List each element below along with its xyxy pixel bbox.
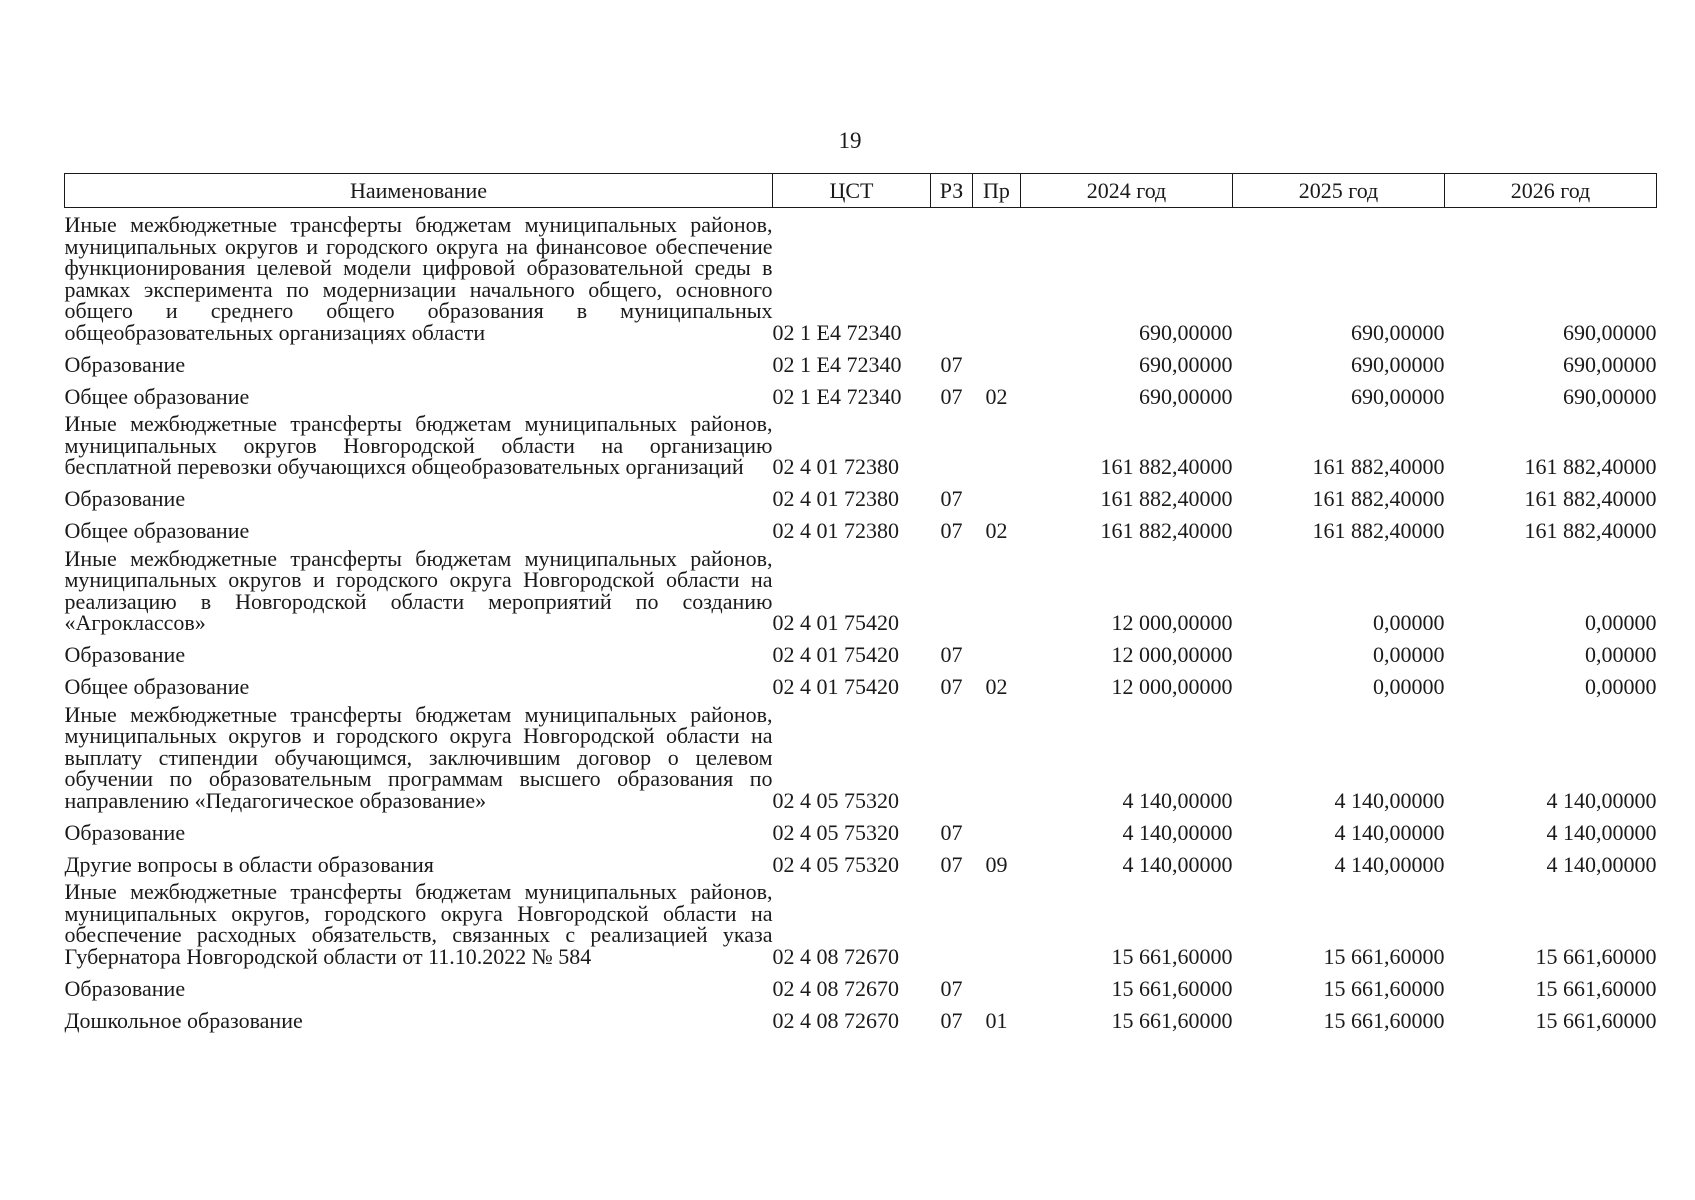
row-rz: 07	[940, 642, 963, 667]
header-name: Наименование	[65, 174, 773, 208]
row-name: Образование	[64, 819, 186, 845]
row-name: Общее образование	[64, 383, 250, 409]
row-2024: 4 140,00000	[1122, 787, 1233, 813]
row-2026: 15 661,60000	[1535, 975, 1657, 1001]
row-cst: 02 4 01 72380	[772, 518, 899, 543]
row-cst: 02 4 01 75420	[772, 642, 899, 667]
table-row	[65, 843, 1657, 875]
row-2024: 161 882,40000	[1100, 454, 1233, 479]
table-row	[65, 967, 1657, 999]
row-rz: 07	[940, 351, 963, 377]
row-2026: 4 140,00000	[1546, 787, 1657, 813]
table-body	[65, 208, 1657, 1032]
table-row	[65, 542, 1657, 634]
row-name: Образование	[64, 351, 186, 377]
table-row	[65, 634, 1657, 666]
row-pr	[973, 407, 1021, 478]
header-2025: 2025 год	[1233, 174, 1445, 208]
row-pr	[973, 634, 1021, 666]
row-2026: 4 140,00000	[1546, 851, 1657, 877]
row-2025: 0,00000	[1373, 642, 1445, 667]
row-2024: 15 661,60000	[1111, 1007, 1233, 1033]
row-2026: 161 882,40000	[1524, 486, 1657, 511]
row-2024: 4 140,00000	[1122, 819, 1233, 845]
row-rz: 07	[940, 1007, 963, 1033]
row-name: Иные межбюджетные трансферты бюджетам муниципальных районов, муниципальных округов и городского округа на финансовое обеспечение функционирования целевой модели цифровой образовательной среды в рамках эксперимента по модернизации начального общего, основного общего и среднего общего образования в муниципальных общеобразовательных организациях области	[64, 212, 773, 345]
row-2025: 161 882,40000	[1312, 518, 1445, 543]
row-rz	[931, 208, 973, 344]
row-2026: 15 661,60000	[1535, 1007, 1657, 1033]
row-pr	[973, 811, 1021, 843]
row-2025: 161 882,40000	[1312, 486, 1445, 511]
row-2025: 4 140,00000	[1334, 851, 1445, 877]
table-row	[65, 343, 1657, 375]
row-2025: 690,00000	[1351, 383, 1445, 409]
table-header	[65, 174, 1657, 208]
row-name: Иные межбюджетные трансферты бюджетам муниципальных районов, муниципальных округов и городского округа Новгородской области на выплату стипендии обучающимся, заключившим договор о целевом обучении по образовательным программам высшего образования по направлению «Педагогическое образование»	[64, 701, 773, 813]
row-2026: 161 882,40000	[1524, 454, 1657, 479]
row-2025: 15 661,60000	[1323, 1007, 1445, 1033]
row-2024: 161 882,40000	[1100, 518, 1233, 543]
row-pr	[973, 208, 1021, 344]
table-row	[65, 698, 1657, 812]
row-2026: 690,00000	[1563, 319, 1657, 345]
table-row	[65, 510, 1657, 542]
table-row	[65, 666, 1657, 698]
row-rz	[931, 875, 973, 967]
page-number: 19	[838, 128, 862, 153]
row-2026: 690,00000	[1563, 383, 1657, 409]
table-row	[65, 875, 1657, 967]
row-name: Общее образование	[64, 518, 250, 543]
row-2026: 0,00000	[1585, 610, 1657, 635]
row-pr	[973, 542, 1021, 634]
header-row	[65, 174, 1657, 208]
row-rz: 07	[940, 383, 963, 409]
row-2025: 15 661,60000	[1323, 943, 1445, 969]
row-2024: 15 661,60000	[1111, 975, 1233, 1001]
row-2026: 4 140,00000	[1546, 819, 1657, 845]
row-2026: 690,00000	[1563, 351, 1657, 377]
row-pr: 02	[985, 518, 1008, 543]
row-cst: 02 4 08 72670	[772, 1007, 899, 1033]
header-pr: Пр	[973, 174, 1021, 208]
row-rz: 07	[940, 674, 963, 699]
row-2025: 0,00000	[1373, 674, 1445, 699]
row-cst: 02 4 01 72380	[772, 454, 899, 479]
header-rz: РЗ	[931, 174, 973, 208]
row-2026: 161 882,40000	[1524, 518, 1657, 543]
row-pr	[973, 478, 1021, 510]
table-row	[65, 478, 1657, 510]
row-2024: 161 882,40000	[1100, 486, 1233, 511]
row-pr: 02	[985, 383, 1008, 409]
row-rz: 07	[940, 975, 963, 1001]
table-row	[65, 208, 1657, 344]
row-2025: 15 661,60000	[1323, 975, 1445, 1001]
row-pr	[973, 875, 1021, 967]
row-rz: 07	[940, 819, 963, 845]
row-cst: 02 4 08 72670	[772, 975, 899, 1001]
row-cst: 02 4 05 75320	[772, 787, 899, 813]
row-2024: 690,00000	[1139, 319, 1233, 345]
row-name: Образование	[64, 975, 186, 1001]
row-2025: 690,00000	[1351, 351, 1445, 377]
row-2024: 15 661,60000	[1111, 943, 1233, 969]
row-pr: 02	[985, 674, 1008, 699]
row-pr: 01	[985, 1007, 1008, 1033]
row-2025: 690,00000	[1351, 319, 1445, 345]
row-name: Иные межбюджетные трансферты бюджетам муниципальных районов, муниципальных округов, городского округа Новгородской области на обеспечение расходных обязательств, связанных с реализацией указа Губернатора Новгородской области от 11.10.2022 № 584	[64, 879, 773, 969]
row-cst: 02 4 01 75420	[772, 674, 899, 699]
row-cst: 02 4 05 75320	[772, 819, 899, 845]
row-2026: 15 661,60000	[1535, 943, 1657, 969]
row-name: Другие вопросы в области образования	[64, 851, 434, 877]
table-row	[65, 375, 1657, 407]
row-pr	[973, 967, 1021, 999]
row-rz	[931, 542, 973, 634]
header-2024: 2024 год	[1021, 174, 1233, 208]
row-cst: 02 4 01 72380	[772, 486, 899, 511]
row-cst: 02 4 08 72670	[772, 943, 899, 969]
row-rz: 07	[940, 851, 963, 877]
row-name: Иные межбюджетные трансферты бюджетам муниципальных районов, муниципальных округов и городского округа Новгородской области на реализацию в Новгородской области мероприятий по созданию «Агроклассов»	[64, 545, 773, 635]
header-cst: ЦСТ	[773, 174, 931, 208]
row-cst: 02 1 Е4 72340	[772, 351, 902, 377]
row-rz: 07	[940, 518, 963, 543]
row-2024: 12 000,00000	[1111, 642, 1233, 667]
row-rz: 07	[940, 486, 963, 511]
row-name: Общее образование	[64, 674, 250, 699]
row-2025: 4 140,00000	[1334, 819, 1445, 845]
row-name: Дошкольное образование	[64, 1007, 303, 1033]
row-2026: 0,00000	[1585, 642, 1657, 667]
row-pr	[973, 698, 1021, 812]
row-name: Образование	[64, 486, 186, 511]
row-2024: 12 000,00000	[1111, 674, 1233, 699]
row-name: Иные межбюджетные трансферты бюджетам муниципальных районов, муниципальных округов Новгородской области на организацию бесплатной перевозки обучающихся общеобразовательных организаций	[64, 411, 773, 479]
row-cst: 02 1 Е4 72340	[772, 383, 902, 409]
table-row	[65, 407, 1657, 478]
row-2024: 12 000,00000	[1111, 610, 1233, 635]
row-pr: 09	[985, 851, 1008, 877]
row-name: Образование	[64, 642, 186, 667]
row-cst: 02 4 01 75420	[772, 610, 899, 635]
row-2025: 0,00000	[1373, 610, 1445, 635]
row-2024: 690,00000	[1139, 383, 1233, 409]
table-row	[65, 811, 1657, 843]
row-cst: 02 1 Е4 72340	[772, 319, 902, 345]
row-2024: 690,00000	[1139, 351, 1233, 377]
row-cst: 02 4 05 75320	[772, 851, 899, 877]
table-row	[65, 999, 1657, 1031]
row-2024: 4 140,00000	[1122, 851, 1233, 877]
row-rz	[931, 407, 973, 478]
budget-table	[64, 173, 1657, 1031]
row-2025: 4 140,00000	[1334, 787, 1445, 813]
row-2026: 0,00000	[1585, 674, 1657, 699]
row-2025: 161 882,40000	[1312, 454, 1445, 479]
header-2026: 2026 год	[1445, 174, 1657, 208]
row-rz	[931, 698, 973, 812]
row-pr	[973, 343, 1021, 375]
